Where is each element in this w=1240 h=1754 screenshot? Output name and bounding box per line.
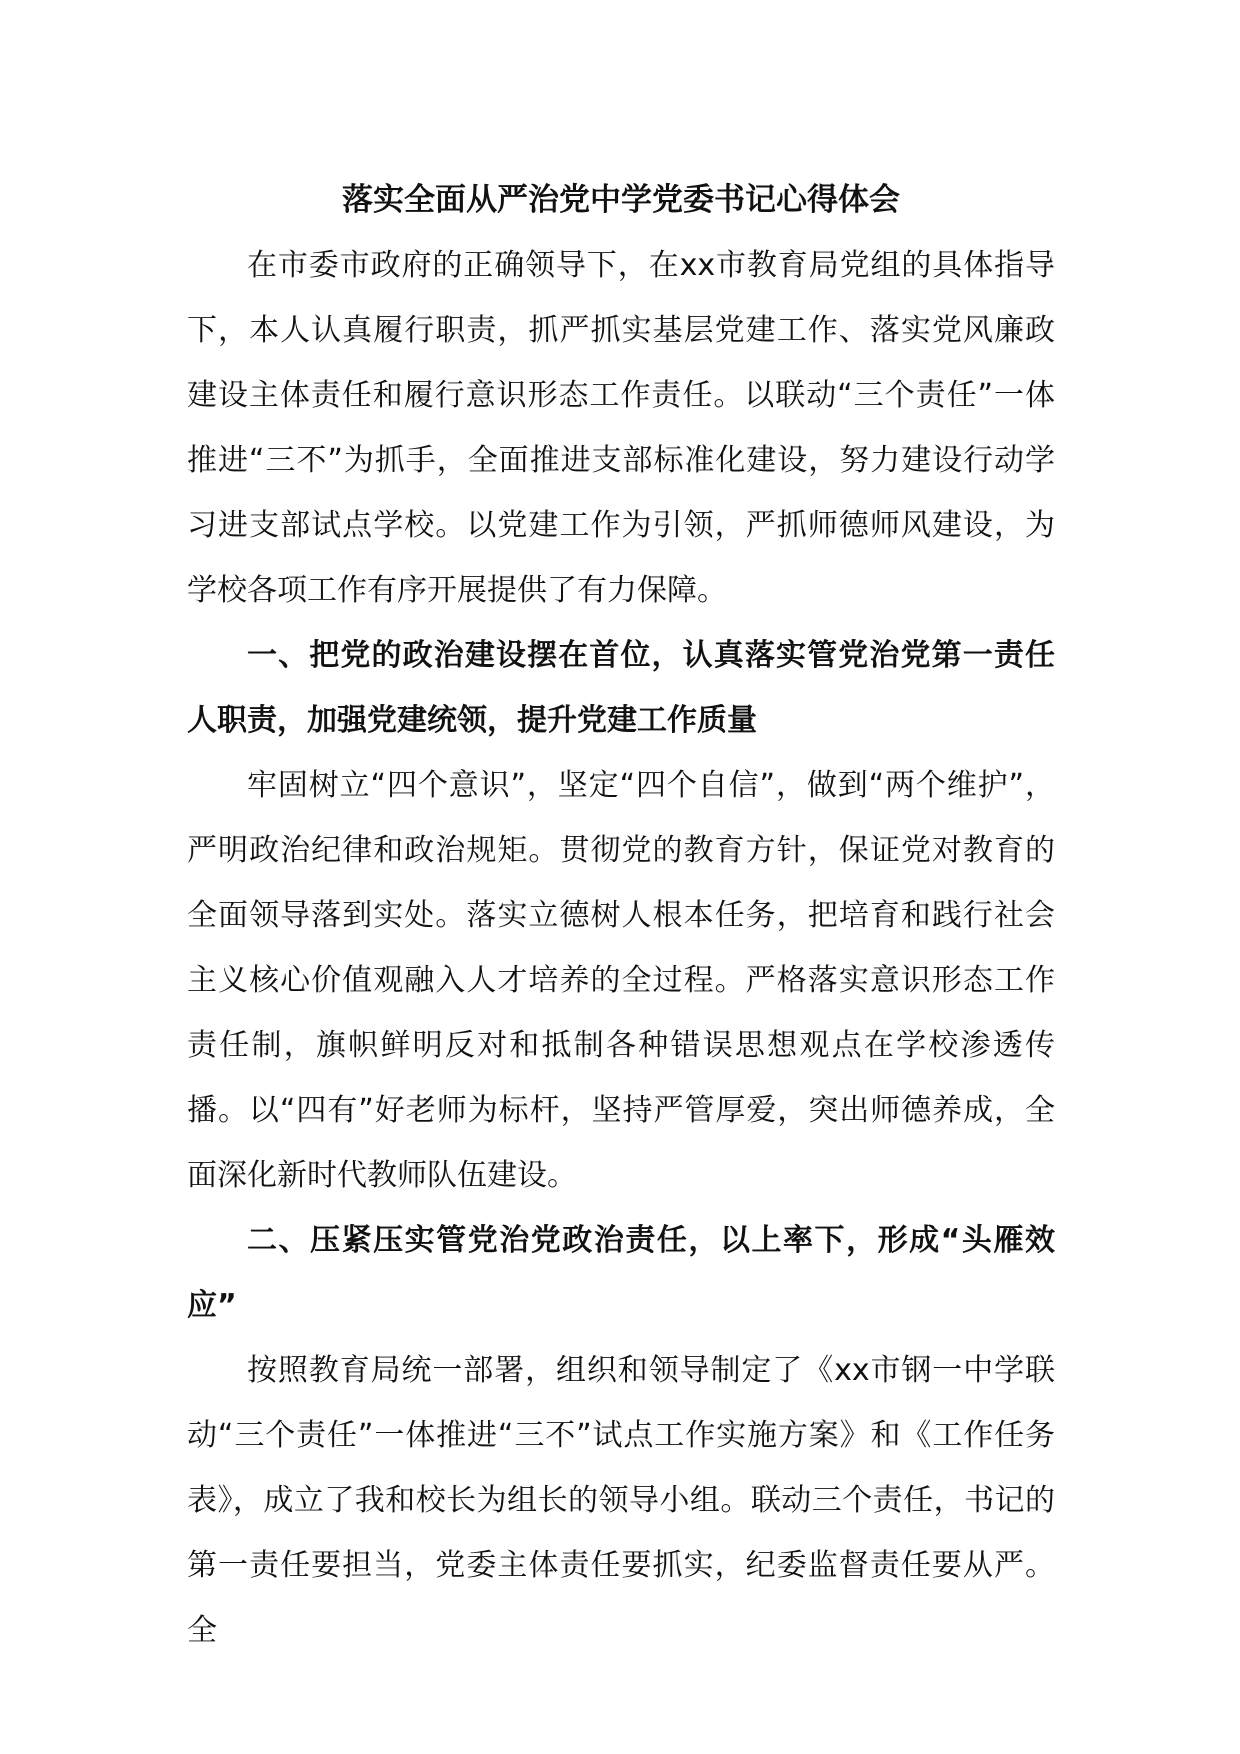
section-2-heading: 二、压紧压实管党治党政治责任，以上率下，形成“头雁效应” [187, 1223, 1055, 1323]
document-title: 落实全面从严治党中学党委书记心得体会 [342, 182, 900, 218]
section-2-paragraph: 按照教育局统一部署，组织和领导制定了《xx市钢一中学联动“三个责任”一体推进“三不”试点工作实施方案》和《工作任务表》，成立了我和校长为组长的领导小组。联动三个责任，书记的第一责任要担当，党委主体责任要抓实，纪委监督责任要从严。全 [187, 1353, 1055, 1648]
section-1-paragraph: 牢固树立“四个意识”，坚定“四个自信”，做到“两个维护”，严明政治纪律和政治规矩。贯彻党的教育方针，保证党对教育的全面领导落到实处。落实立德树人根本任务，把培育和践行社会主义核心价值观融入人才培养的全过程。严格落实意识形态工作责任制，旗帜鲜明反对和抵制各种错误思想观点在学校渗透传播。以“四有”好老师为标杆，坚持严管厚爱，突出师德养成，全面深化新时代教师队伍建设。 [187, 768, 1055, 1193]
section-1-heading: 一、把党的政治建设摆在首位，认真落实管党治党第一责任人职责，加强党建统领，提升党建工作质量 [187, 638, 1055, 738]
intro-paragraph: 在市委市政府的正确领导下，在xx市教育局党组的具体指导下，本人认真履行职责，抓严抓实基层党建工作、落实党风廉政建设主体责任和履行意识形态工作责任。以联动“三个责任”一体推进“三不”为抓手，全面推进支部标准化建设，努力建设行动学习进支部试点学校。以党建工作为引领，严抓师德师风建设，为学校各项工作有序开展提供了有力保障。 [187, 248, 1055, 608]
document-body [187, 168, 1055, 1663]
